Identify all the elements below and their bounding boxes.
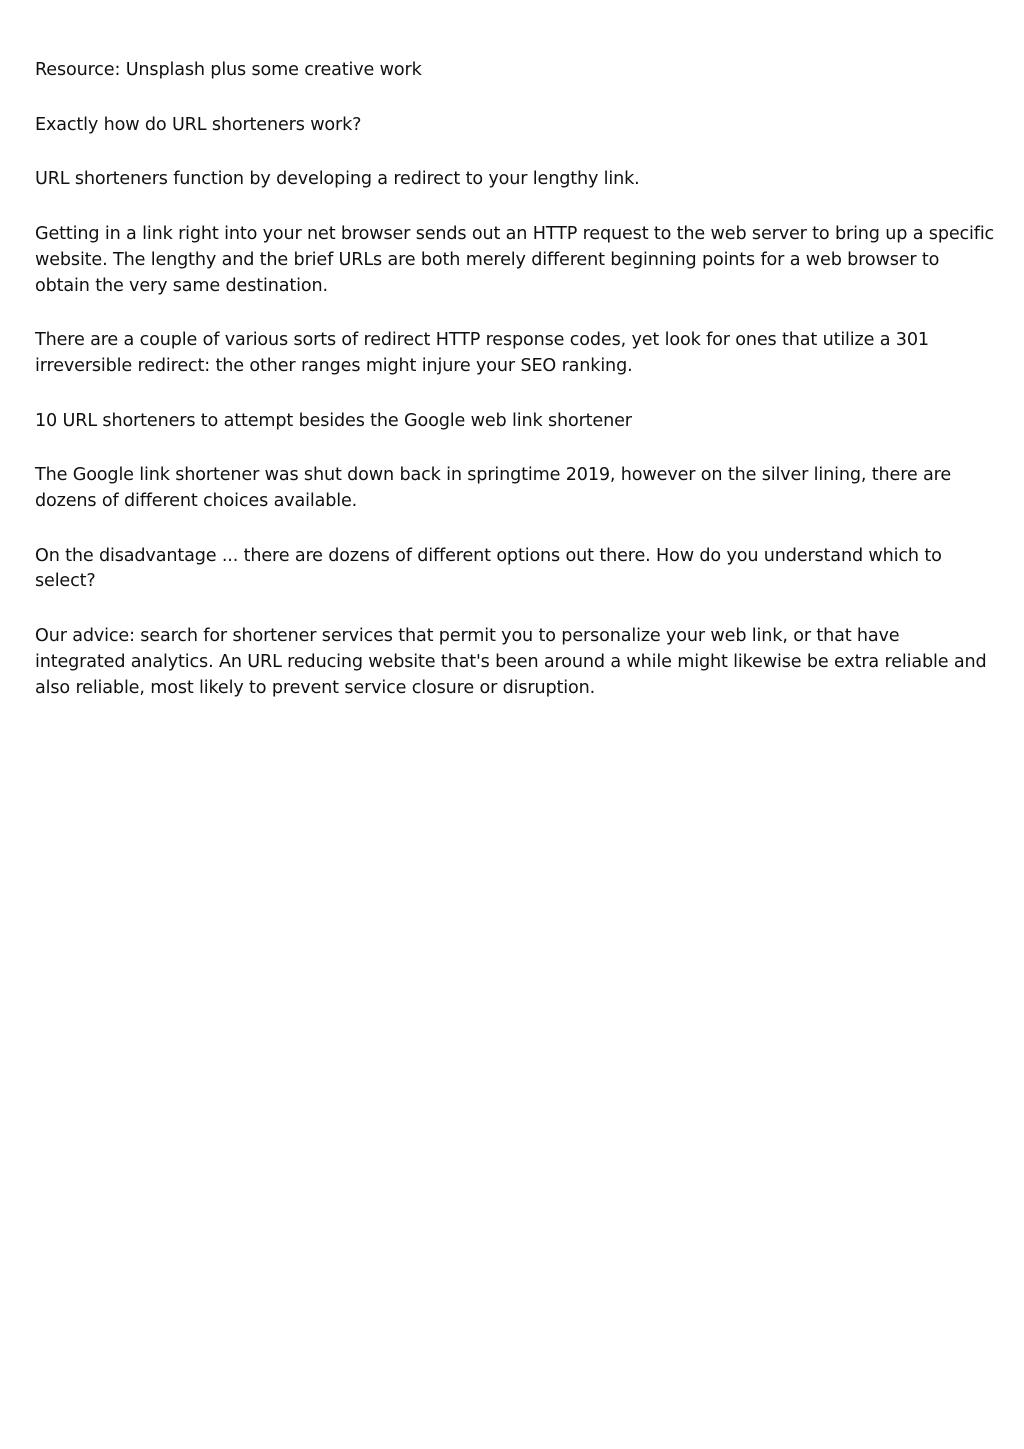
section-heading-ten-shorteners: 10 URL shorteners to attempt besides the Google web link shortener: [35, 410, 632, 431]
paragraph-google-shutdown: The Google link shortener was shut down back in springtime 2019, however on the silver lining, there are dozens of different choices available.: [35, 465, 952, 512]
image-credit: Resource: Unsplash plus some creative work: [35, 60, 422, 80]
paragraph-advice: Our advice: search for shortener services that permit you to personalize your web link, or that have integrated analytics. An URL reducing website that's been around a while might likewise be extra reliable and also reliable, most likely to prevent service closure or disruption.: [35, 626, 987, 698]
paragraph-redirect-intro: URL shorteners function by developing a redirect to your lengthy link.: [35, 169, 640, 190]
paragraph-disadvantage: On the disadvantage ... there are dozens of different options out there. How do you understand which to select?: [35, 545, 942, 592]
paragraph-http-request: Getting in a link right into your net browser sends out an HTTP request to the web server to bring up a specific website. The lengthy and the brief URLs are both merely different beginning points for a web browser to obtain the very same destination.: [35, 224, 995, 296]
document-page: [35, 58, 995, 730]
section-heading-how-shorteners-work: Exactly how do URL shorteners work?: [35, 114, 362, 135]
paragraph-redirect-codes: There are a couple of various sorts of redirect HTTP response codes, yet look for ones that utilize a 301 irreversible redirect: the other ranges might injure your SEO ranking.: [35, 330, 929, 376]
